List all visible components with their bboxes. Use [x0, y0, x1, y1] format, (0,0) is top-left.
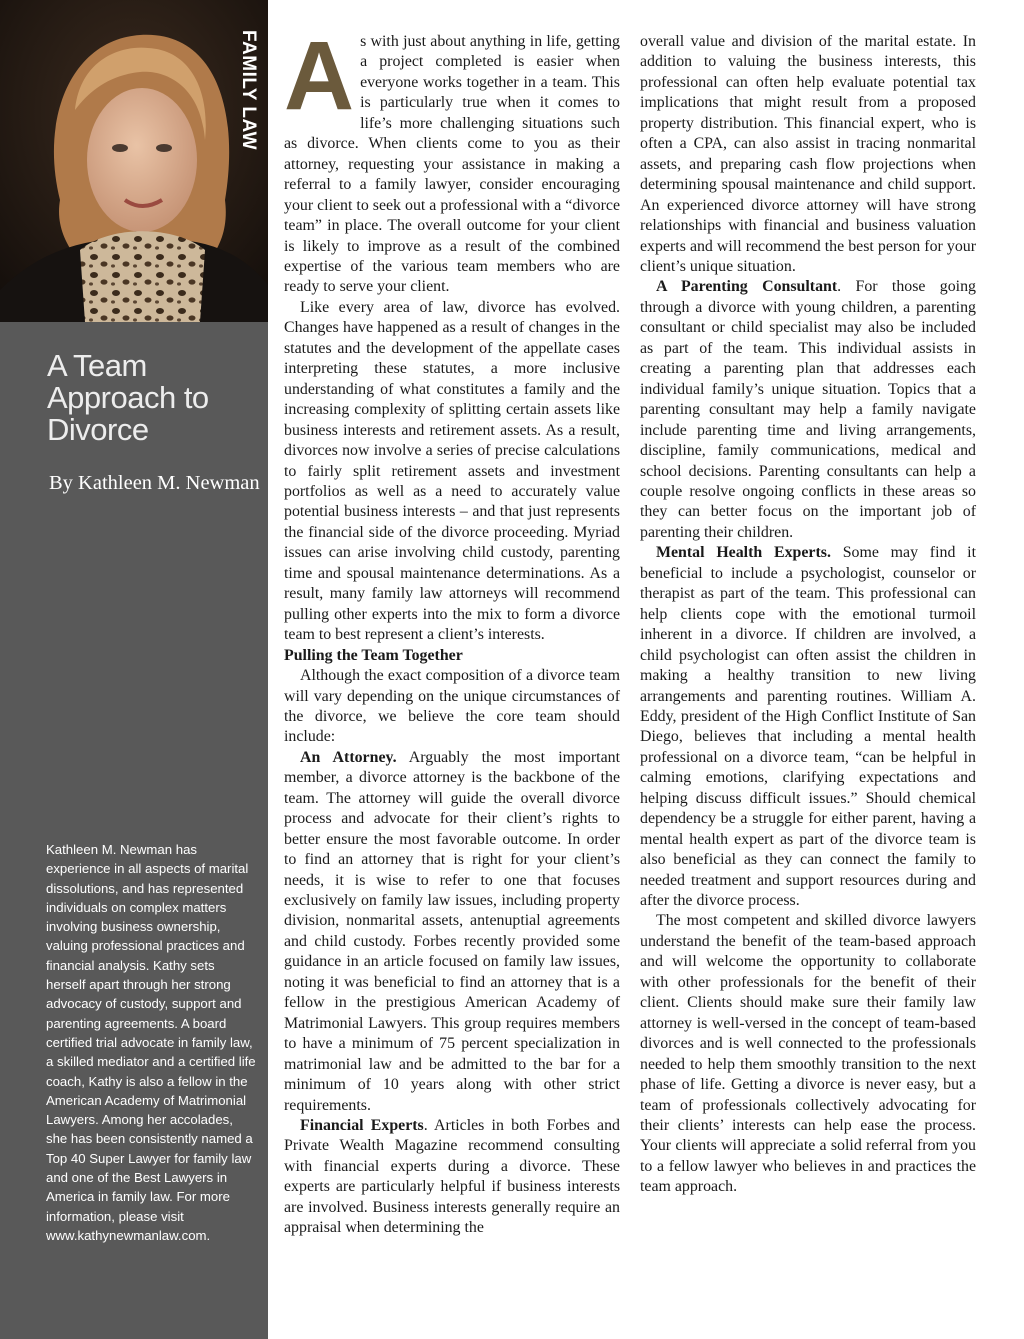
paragraph-attorney [284, 748, 620, 1116]
parenting-lead: A Parenting Consultant [656, 278, 838, 296]
paragraph-evolution: Like every area of law, divorce has evolved. Changes have happened as a result of changes in the statutes and the development of the appellate cases interpreting these statutes, a more inclusive understanding of what constitutes a family and the increasing complexity of splitting certain assets like business interests and retirement assets. As a result, divorces now involve a series of precise calculations to fairly split retirement assets and investment portfolios as well as a need to accurately value potential business interests – and that just represents the financial side of the divorce proceeding. Myriad issues can arise involving child custody, parenting time and spousal maintenance determinations. As a result, many family law attorneys will recommend pulling other experts into the mix to form a divorce team to best represent a client’s interests. [284, 298, 620, 644]
column-right [640, 32, 976, 1198]
author-sidebar [0, 0, 268, 1339]
paragraph-mental-health [640, 543, 976, 911]
paragraph-core-team: Although the exact composition of a divorce team will vary depending on the unique circumstances of the divorce, we believe the core team should include: [284, 667, 620, 746]
paragraph-closing: The most competent and skilled divorce lawyers understand the benefit of the team-based approach and will welcome the opportunity to collaborate with other professionals for the benefit of their client. Clients should make sure their family law attorney is well-versed in the concept of team-based divorces and is well connected to the professionals needed to help them smoothly transition to the next phase of life. Getting a divorce is never easy, but a team of professionals collectively advocating for their clients’ interests can help ease the process. Your clients will appreciate a solid referral from you to a fellow lawyer who believes in and practices the team approach. [640, 912, 976, 1196]
attorney-text: Arguably the most important member, a divorce attorney is the backbone of the team. The attorney will guide the overall divorce process and advocate for their client’s rights to better ensure the most favorable outcome. In order to find an attorney that is right for your client’s needs, it is wise to refer to one that focuses exclusively on family law issues, including property division, nonmarital assets, antenuptial agreements and child custody. Forbes recently provided some guidance in an article focused on family law issues, noting it was beneficial to find an attorney that is a fellow in the prestigious American Academy of Matrimonial Lawyers. This group requires members to have a minimum of 75 percent specialization in matrimonial law and be admitted to the bar for a minimum of 10 years along with other strict requirements. [284, 748, 620, 1114]
financial-text: . Articles in both Forbes and Private Wealth Magazine recommend consulting with financial experts during a divorce. These experts are particularly helpful if business interests are involved. Business interests generally require an appraisal when determining the [284, 1117, 620, 1237]
column-left [284, 21, 620, 1239]
paragraph-parenting [640, 277, 976, 543]
paragraph-intro [284, 21, 620, 298]
drop-cap: A [284, 21, 355, 130]
section-label: FAMILY LAW [238, 30, 259, 151]
author-portrait [0, 0, 268, 322]
article-title: A Team Approach to Divorce [47, 348, 209, 447]
byline: By Kathleen M. Newman [49, 472, 260, 494]
subhead-pulling-team-together: Pulling the Team Together [284, 646, 463, 664]
attorney-lead: An Attorney. [300, 748, 397, 766]
parenting-text: . For those going through a divorce with young children, a parenting consultant or child specialist may also be included as part of the team. This individual assists in creating a parenting plan that addresses each individual family’s unique situation. Topics that a parenting consultant may help a family navigate include parenting time and living arrangements, discipline, family communications, medical and school decisions. Parenting consultants can help a couple resolve ongoing conflicts in these areas so they can better focus on the important job of parenting their children. [640, 278, 976, 541]
financial-lead: Financial Experts [300, 1117, 424, 1135]
mental-text: Some may find it beneficial to include a psychologist, counselor or therapist as part of the team. This professional can help clients cope with the emotional turmoil inherent in a divorce. If children are involved, a child psychologist can often assist the children in making a healthy transition to new living arrangements and parenting routines. William A. Eddy, president of the High Conflict Institute of San Diego, believes that including a mental health professional on a divorce team, “can be helpful in calming emotions, clarifying expectations and helping discuss difficult issues.” Should chemical dependency be a struggle for either parent, having a mental health expert as part of the divorce team is also beneficial as they can connect the family to needed treatment and support resources during and after the divorce process. [640, 544, 977, 910]
paragraph-financial-continued: overall value and division of the marital estate. In addition to valuing the business interests, this professional can often help evaluate potential tax implications that might result from a proposed property distribution. This financial expert, who is often a CPA, can also assist in tracing nonmarital assets, and preparing cash flow projections when determining spousal maintenance and child support. An experienced divorce attorney will have strong relationships with financial and business valuation experts and will recommend the best person for your client’s unique situation. [640, 33, 976, 275]
paragraph-financial [284, 1116, 620, 1239]
author-bio: Kathleen M. Newman has experience in all aspects of marital dissolutions, and has represented individuals on complex matters involving business ownership, valuing professional practices and financial analysis. Kathy sets herself apart through her strong advocacy of custody, support and parenting agreements. A board certified trial advocate in family law, a skilled mediator and a certified life coach, Kathy is also a fellow in the American Academy of Matrimonial Lawyers. Among her accolades, she has been consistently named a Top 40 Super Lawyer for family law and one of the Best Lawyers in America in family law. For more information, please visit www.kathynewmanlaw.com. [46, 842, 256, 1243]
mental-lead: Mental Health Experts. [656, 544, 831, 562]
intro-text: s with just about anything in life, getting a project completed is easier when everyone works together in a team. This is particularly true when it comes to life’s more challenging situations such as divorce. When clients come to you as their attorney, requesting your assistance in making a referral to a family lawyer, consider encouraging your client to seek out a professional with a “divorce team” in place. The overall outcome for your client is likely to improve as a result of the combined expertise of the various team members who are ready to serve your client. [284, 33, 620, 296]
